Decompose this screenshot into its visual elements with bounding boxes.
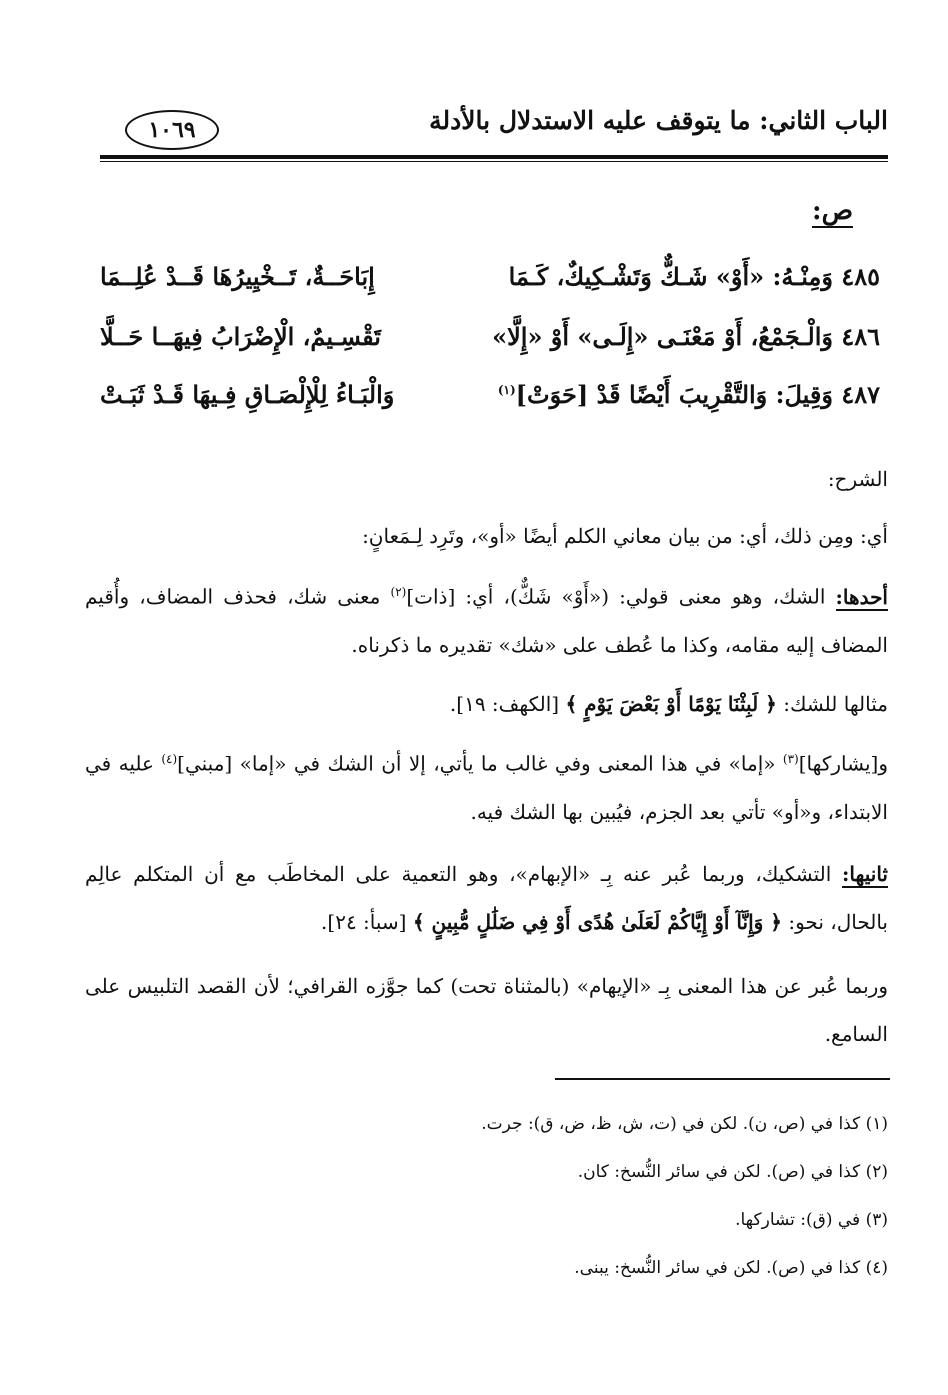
footnote-rule	[555, 1078, 890, 1080]
commentary-heading: الشرح:	[827, 467, 888, 491]
running-title: الباب الثاني: ما يتوقف عليه الاستدلال بالأدلة	[429, 106, 888, 135]
footnote-ref: (١)	[497, 383, 516, 397]
quran-verse: ﴿ لَبِثْنَا يَوْمًا أَوْ بَعْضَ يَوْمٍ ﴾	[565, 692, 777, 716]
footnote-ref: (٣)	[782, 752, 799, 766]
paragraph-imma: و[يشاركها]$^{(٣)}$ «إما» في هذا المعنى وفي غالب ما يأتي، إلا أن الشك في «إما» [مبني]$^{(٤)}$ عليه في الابتداء، و«أو» تأتي بعد الجزم، فيُبين بها الشك فيه.	[85, 751, 888, 824]
verse-485	[100, 262, 880, 302]
verse-first-hemistich: ٤٨٦ وَالْـجَمْعُ، أَوْ مَعْنَـى «إِلَـى» أَوْ «إِلَّا»	[492, 322, 880, 351]
footnote-3: (٣) في (ق): تشاركها.	[735, 1210, 888, 1230]
label-second: ثانيها:	[842, 862, 888, 886]
quran-verse: ﴿ وَإِنَّآ أَوْ إِيَّاكُمْ لَعَلَىٰ هُدًى أَوْ فِي ضَلَٰلٍ مُّبِينٍ ﴾	[412, 910, 782, 934]
footnote-ref: (٤)	[161, 752, 178, 766]
verse-first-hemistich: ٤٨٧ وَقِيلَ: وَالتَّقْرِيبَ أَيْضًا قَدْ [حَوَتْ]$^{(١)}$	[497, 380, 880, 409]
label-first: أحدها:	[835, 584, 888, 609]
footnote-4: (٤) كذا في (ص). لكن في سائر النُّسخ: يبنى.	[574, 1258, 888, 1278]
verse-second-hemistich: تَقْسِـيمٌ، الْإِضْرَابُ فِيهَــا حَــلَّا	[100, 322, 381, 351]
page-header	[95, 100, 888, 155]
verse-487	[100, 380, 880, 420]
header-rule-thin	[100, 161, 888, 162]
footnote-1: (١) كذا في (ص، ن). لكن في (ت، ش، ظ، ض، ق): جرت.	[481, 1114, 888, 1134]
verse-second-hemistich: إِبَاحَــةٌ، تَــخْيِيرُهَا قَــدْ عُلِــمَا	[100, 262, 375, 291]
footnote-ref: (٢)	[390, 585, 407, 599]
paragraph-second-meaning: ثانيها: التشكيك، وربما عُبر عنه بِـ «الإبهام»، وهو التعمية على المخاطَب مع أن المتكلم عالِم بالحال، نحو: ﴿ وَإِنَّآ أَوْ إِيَّاكُمْ لَعَلَىٰ هُدًى أَوْ فِي ضَلَٰلٍ مُّبِينٍ ﴾ [سبأ: ٢٤].	[85, 862, 888, 934]
header-rule-thick	[100, 155, 888, 159]
verse-486	[100, 322, 880, 362]
verse-first-hemistich: ٤٨٥ وَمِنْـهُ: «أَوْ» شَـكٌّ وَتَشْـكِيكٌ، كَـمَا	[508, 262, 880, 291]
paragraph-intro: أي: ومِن ذلك، أي: من بيان معاني الكلم أيضًا «أو»، وتَرِد لِـمَعانٍ:	[362, 524, 888, 548]
paragraph-first-meaning: أحدها: الشك، وهو معنى قولي: («أَوْ» شَكٌّ)، أي: [ذات]$^{(٢)}$ معنى شك، فحذف المضاف، وأُقيم المضاف إليه مقامه، وكذا ما عُطف على «شك» تقديره ما ذكرناه.	[85, 584, 888, 657]
footnote-2: (٢) كذا في (ص). لكن في سائر النُّسخ: كان.	[577, 1162, 888, 1182]
paragraph-example: مثالها للشك: ﴿ لَبِثْنَا يَوْمًا أَوْ بَعْضَ يَوْمٍ ﴾ [الكهف: ١٩].	[449, 692, 888, 716]
page-number: ١٠٦٩	[125, 110, 219, 150]
paragraph-iham: وربما عُبر عن هذا المعنى بِـ «الإيهام» (بالمثناة تحت) كما جوَّزه القرافي؛ لأن القصد التلبيس على السامع.	[85, 974, 888, 1046]
poem-heading: ص:	[811, 196, 853, 226]
verse-second-hemistich: وَالْبَـاءُ لِلْإِلْصَـاقِ فِـيهَا قَـدْ ثَبَـتْ	[100, 380, 395, 409]
